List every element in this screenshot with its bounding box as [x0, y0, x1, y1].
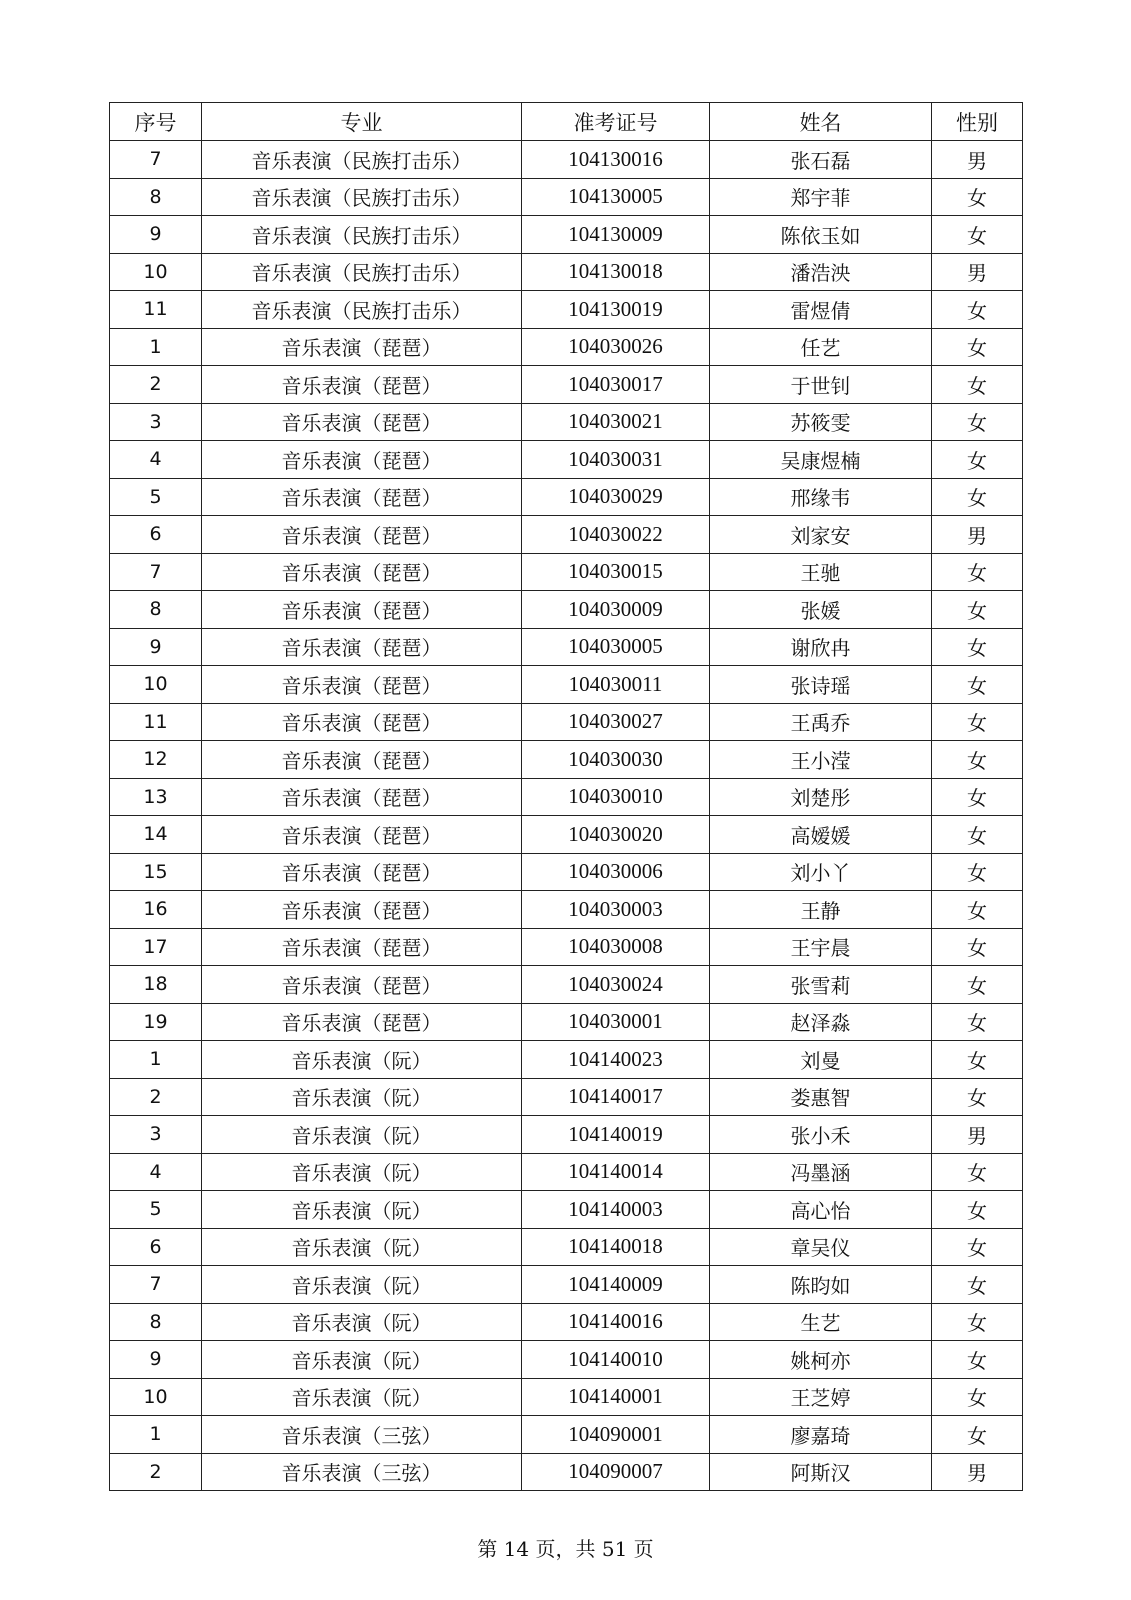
cell-exam-no: 104130016 [522, 141, 710, 179]
cell-seq: 8 [110, 178, 202, 216]
cell-seq: 3 [110, 1116, 202, 1154]
table-row [110, 141, 1023, 179]
cell-major: 音乐表演（琵琶） [202, 553, 522, 591]
cell-seq: 9 [110, 1341, 202, 1379]
table-body [110, 141, 1023, 1491]
cell-seq: 9 [110, 628, 202, 666]
cell-gender: 女 [932, 891, 1023, 929]
cell-exam-no: 104140001 [522, 1378, 710, 1416]
cell-name: 高心怡 [710, 1191, 932, 1229]
cell-name: 陈昀如 [710, 1266, 932, 1304]
cell-major: 音乐表演（琵琶） [202, 928, 522, 966]
cell-name: 张小禾 [710, 1116, 932, 1154]
cell-seq: 8 [110, 591, 202, 629]
cell-exam-no: 104030006 [522, 853, 710, 891]
cell-gender: 女 [932, 628, 1023, 666]
cell-gender: 女 [932, 741, 1023, 779]
cell-major: 音乐表演（琵琶） [202, 366, 522, 404]
cell-gender: 女 [932, 853, 1023, 891]
cell-major: 音乐表演（民族打击乐） [202, 291, 522, 329]
cell-name: 阿斯汉 [710, 1453, 932, 1491]
cell-name: 王芝婷 [710, 1378, 932, 1416]
table-row [110, 1191, 1023, 1229]
cell-gender: 女 [932, 291, 1023, 329]
cell-name: 王驰 [710, 553, 932, 591]
cell-major: 音乐表演（三弦） [202, 1416, 522, 1454]
cell-major: 音乐表演（阮） [202, 1191, 522, 1229]
table-row [110, 1078, 1023, 1116]
cell-seq: 19 [110, 1003, 202, 1041]
page-number: 第 14 页，共 51 页 [477, 1537, 654, 1561]
cell-name: 张媛 [710, 591, 932, 629]
cell-exam-no: 104030008 [522, 928, 710, 966]
cell-name: 高嫒媛 [710, 816, 932, 854]
table-row [110, 1303, 1023, 1341]
table-row [110, 928, 1023, 966]
cell-seq: 16 [110, 891, 202, 929]
cell-name: 郑宇菲 [710, 178, 932, 216]
cell-gender: 男 [932, 516, 1023, 554]
cell-name: 张石磊 [710, 141, 932, 179]
cell-exam-no: 104140010 [522, 1341, 710, 1379]
cell-seq: 15 [110, 853, 202, 891]
cell-exam-no: 104130005 [522, 178, 710, 216]
cell-name: 陈依玉如 [710, 216, 932, 254]
cell-seq: 2 [110, 1078, 202, 1116]
cell-seq: 5 [110, 478, 202, 516]
cell-seq: 13 [110, 778, 202, 816]
cell-major: 音乐表演（民族打击乐） [202, 216, 522, 254]
table-row [110, 1266, 1023, 1304]
cell-major: 音乐表演（琵琶） [202, 666, 522, 704]
cell-gender: 男 [932, 253, 1023, 291]
cell-seq: 14 [110, 816, 202, 854]
cell-gender: 女 [932, 1003, 1023, 1041]
cell-name: 张诗瑶 [710, 666, 932, 704]
cell-seq: 2 [110, 1453, 202, 1491]
table-row [110, 816, 1023, 854]
cell-exam-no: 104030026 [522, 328, 710, 366]
table-row [110, 403, 1023, 441]
table-row [110, 666, 1023, 704]
table-row [110, 516, 1023, 554]
cell-major: 音乐表演（阮） [202, 1078, 522, 1116]
cell-gender: 女 [932, 1303, 1023, 1341]
cell-seq: 2 [110, 366, 202, 404]
cell-name: 刘家安 [710, 516, 932, 554]
cell-gender: 女 [932, 1078, 1023, 1116]
cell-name: 苏筱雯 [710, 403, 932, 441]
cell-major: 音乐表演（阮） [202, 1266, 522, 1304]
cell-exam-no: 104030022 [522, 516, 710, 554]
cell-name: 王小滢 [710, 741, 932, 779]
cell-exam-no: 104030021 [522, 403, 710, 441]
table-row [110, 1453, 1023, 1491]
candidate-table [109, 102, 1023, 1491]
cell-seq: 17 [110, 928, 202, 966]
cell-exam-no: 104140016 [522, 1303, 710, 1341]
cell-seq: 12 [110, 741, 202, 779]
table-row [110, 741, 1023, 779]
cell-seq: 6 [110, 1228, 202, 1266]
cell-gender: 女 [932, 591, 1023, 629]
cell-gender: 男 [932, 141, 1023, 179]
cell-major: 音乐表演（琵琶） [202, 591, 522, 629]
cell-name: 雷煜倩 [710, 291, 932, 329]
cell-major: 音乐表演（琵琶） [202, 478, 522, 516]
cell-gender: 女 [932, 328, 1023, 366]
cell-gender: 女 [932, 478, 1023, 516]
cell-gender: 女 [932, 441, 1023, 479]
cell-exam-no: 104030027 [522, 703, 710, 741]
cell-major: 音乐表演（阮） [202, 1228, 522, 1266]
cell-seq: 4 [110, 1153, 202, 1191]
table-row [110, 1003, 1023, 1041]
cell-major: 音乐表演（阮） [202, 1041, 522, 1079]
table-row [110, 478, 1023, 516]
cell-gender: 男 [932, 1116, 1023, 1154]
cell-major: 音乐表演（琵琶） [202, 966, 522, 1004]
cell-major: 音乐表演（阮） [202, 1303, 522, 1341]
cell-name: 王禹乔 [710, 703, 932, 741]
cell-name: 谢欣冉 [710, 628, 932, 666]
cell-seq: 7 [110, 553, 202, 591]
cell-name: 吴康煜楠 [710, 441, 932, 479]
cell-seq: 6 [110, 516, 202, 554]
cell-gender: 女 [932, 778, 1023, 816]
cell-exam-no: 104030001 [522, 1003, 710, 1041]
cell-seq: 9 [110, 216, 202, 254]
cell-major: 音乐表演（阮） [202, 1116, 522, 1154]
table-row [110, 1041, 1023, 1079]
cell-seq: 10 [110, 666, 202, 704]
table-row [110, 1153, 1023, 1191]
table-row [110, 441, 1023, 479]
cell-name: 王宇晨 [710, 928, 932, 966]
table-row [110, 1378, 1023, 1416]
cell-exam-no: 104090001 [522, 1416, 710, 1454]
cell-seq: 11 [110, 291, 202, 329]
cell-exam-no: 104130019 [522, 291, 710, 329]
table-row [110, 891, 1023, 929]
cell-exam-no: 104090007 [522, 1453, 710, 1491]
table-row [110, 1341, 1023, 1379]
cell-exam-no: 104030030 [522, 741, 710, 779]
cell-seq: 1 [110, 1041, 202, 1079]
cell-exam-no: 104140014 [522, 1153, 710, 1191]
cell-exam-no: 104140017 [522, 1078, 710, 1116]
cell-major: 音乐表演（琵琶） [202, 853, 522, 891]
cell-name: 王静 [710, 891, 932, 929]
cell-major: 音乐表演（琵琶） [202, 328, 522, 366]
cell-major: 音乐表演（民族打击乐） [202, 253, 522, 291]
cell-name: 生艺 [710, 1303, 932, 1341]
cell-major: 音乐表演（民族打击乐） [202, 141, 522, 179]
cell-seq: 4 [110, 441, 202, 479]
table-row [110, 253, 1023, 291]
table-row [110, 853, 1023, 891]
header-name: 姓名 [710, 103, 932, 141]
cell-gender: 女 [932, 1416, 1023, 1454]
cell-gender: 女 [932, 1041, 1023, 1079]
cell-exam-no: 104130018 [522, 253, 710, 291]
cell-major: 音乐表演（阮） [202, 1341, 522, 1379]
cell-seq: 10 [110, 1378, 202, 1416]
table-row [110, 1116, 1023, 1154]
cell-exam-no: 104030017 [522, 366, 710, 404]
cell-gender: 女 [932, 403, 1023, 441]
cell-major: 音乐表演（琵琶） [202, 628, 522, 666]
cell-exam-no: 104030003 [522, 891, 710, 929]
cell-major: 音乐表演（琵琶） [202, 703, 522, 741]
table-row [110, 366, 1023, 404]
header-seq: 序号 [110, 103, 202, 141]
header-gender: 性别 [932, 103, 1023, 141]
table-row [110, 553, 1023, 591]
cell-exam-no: 104030005 [522, 628, 710, 666]
cell-seq: 11 [110, 703, 202, 741]
cell-name: 赵泽淼 [710, 1003, 932, 1041]
cell-exam-no: 104140019 [522, 1116, 710, 1154]
cell-major: 音乐表演（琵琶） [202, 778, 522, 816]
cell-seq: 10 [110, 253, 202, 291]
table-row [110, 703, 1023, 741]
table-row [110, 628, 1023, 666]
cell-name: 刘楚彤 [710, 778, 932, 816]
cell-major: 音乐表演（阮） [202, 1153, 522, 1191]
cell-gender: 女 [932, 966, 1023, 1004]
cell-seq: 5 [110, 1191, 202, 1229]
cell-exam-no: 104030011 [522, 666, 710, 704]
cell-name: 刘曼 [710, 1041, 932, 1079]
cell-exam-no: 104030010 [522, 778, 710, 816]
cell-gender: 女 [932, 1341, 1023, 1379]
cell-name: 刘小丫 [710, 853, 932, 891]
header-exam-no: 准考证号 [522, 103, 710, 141]
cell-gender: 女 [932, 1228, 1023, 1266]
cell-major: 音乐表演（琵琶） [202, 403, 522, 441]
cell-exam-no: 104030020 [522, 816, 710, 854]
cell-gender: 女 [932, 178, 1023, 216]
cell-seq: 8 [110, 1303, 202, 1341]
cell-gender: 女 [932, 553, 1023, 591]
cell-major: 音乐表演（三弦） [202, 1453, 522, 1491]
cell-major: 音乐表演（琵琶） [202, 816, 522, 854]
cell-major: 音乐表演（琵琶） [202, 891, 522, 929]
cell-major: 音乐表演（琵琶） [202, 741, 522, 779]
cell-gender: 女 [932, 666, 1023, 704]
cell-exam-no: 104130009 [522, 216, 710, 254]
cell-seq: 1 [110, 1416, 202, 1454]
table-row [110, 591, 1023, 629]
cell-major: 音乐表演（琵琶） [202, 1003, 522, 1041]
cell-major: 音乐表演（民族打击乐） [202, 178, 522, 216]
cell-exam-no: 104030015 [522, 553, 710, 591]
cell-exam-no: 104140003 [522, 1191, 710, 1229]
cell-exam-no: 104030029 [522, 478, 710, 516]
cell-exam-no: 104030009 [522, 591, 710, 629]
cell-major: 音乐表演（阮） [202, 1378, 522, 1416]
header-major: 专业 [202, 103, 522, 141]
cell-name: 潘浩泱 [710, 253, 932, 291]
table-row [110, 1416, 1023, 1454]
cell-exam-no: 104140023 [522, 1041, 710, 1079]
cell-gender: 女 [932, 366, 1023, 404]
cell-name: 姚柯亦 [710, 1341, 932, 1379]
cell-name: 邢缘韦 [710, 478, 932, 516]
cell-major: 音乐表演（琵琶） [202, 516, 522, 554]
table-row [110, 328, 1023, 366]
cell-gender: 女 [932, 1153, 1023, 1191]
cell-gender: 女 [932, 928, 1023, 966]
table-row [110, 291, 1023, 329]
cell-name: 娄惠智 [710, 1078, 932, 1116]
table-row [110, 178, 1023, 216]
cell-gender: 女 [932, 703, 1023, 741]
cell-name: 于世钊 [710, 366, 932, 404]
cell-name: 任艺 [710, 328, 932, 366]
cell-name: 章吴仪 [710, 1228, 932, 1266]
cell-major: 音乐表演（琵琶） [202, 441, 522, 479]
cell-seq: 7 [110, 1266, 202, 1304]
cell-seq: 18 [110, 966, 202, 1004]
table-row [110, 1228, 1023, 1266]
cell-name: 廖嘉琦 [710, 1416, 932, 1454]
cell-gender: 女 [932, 1378, 1023, 1416]
table-row [110, 966, 1023, 1004]
cell-gender: 女 [932, 1191, 1023, 1229]
cell-seq: 3 [110, 403, 202, 441]
table-row [110, 216, 1023, 254]
table-header-row [110, 103, 1023, 141]
cell-seq: 1 [110, 328, 202, 366]
cell-exam-no: 104030024 [522, 966, 710, 1004]
table-row [110, 778, 1023, 816]
cell-gender: 男 [932, 1453, 1023, 1491]
cell-seq: 7 [110, 141, 202, 179]
cell-gender: 女 [932, 216, 1023, 254]
cell-exam-no: 104140018 [522, 1228, 710, 1266]
cell-name: 冯墨涵 [710, 1153, 932, 1191]
cell-exam-no: 104030031 [522, 441, 710, 479]
cell-name: 张雪莉 [710, 966, 932, 1004]
cell-gender: 女 [932, 816, 1023, 854]
cell-exam-no: 104140009 [522, 1266, 710, 1304]
cell-gender: 女 [932, 1266, 1023, 1304]
